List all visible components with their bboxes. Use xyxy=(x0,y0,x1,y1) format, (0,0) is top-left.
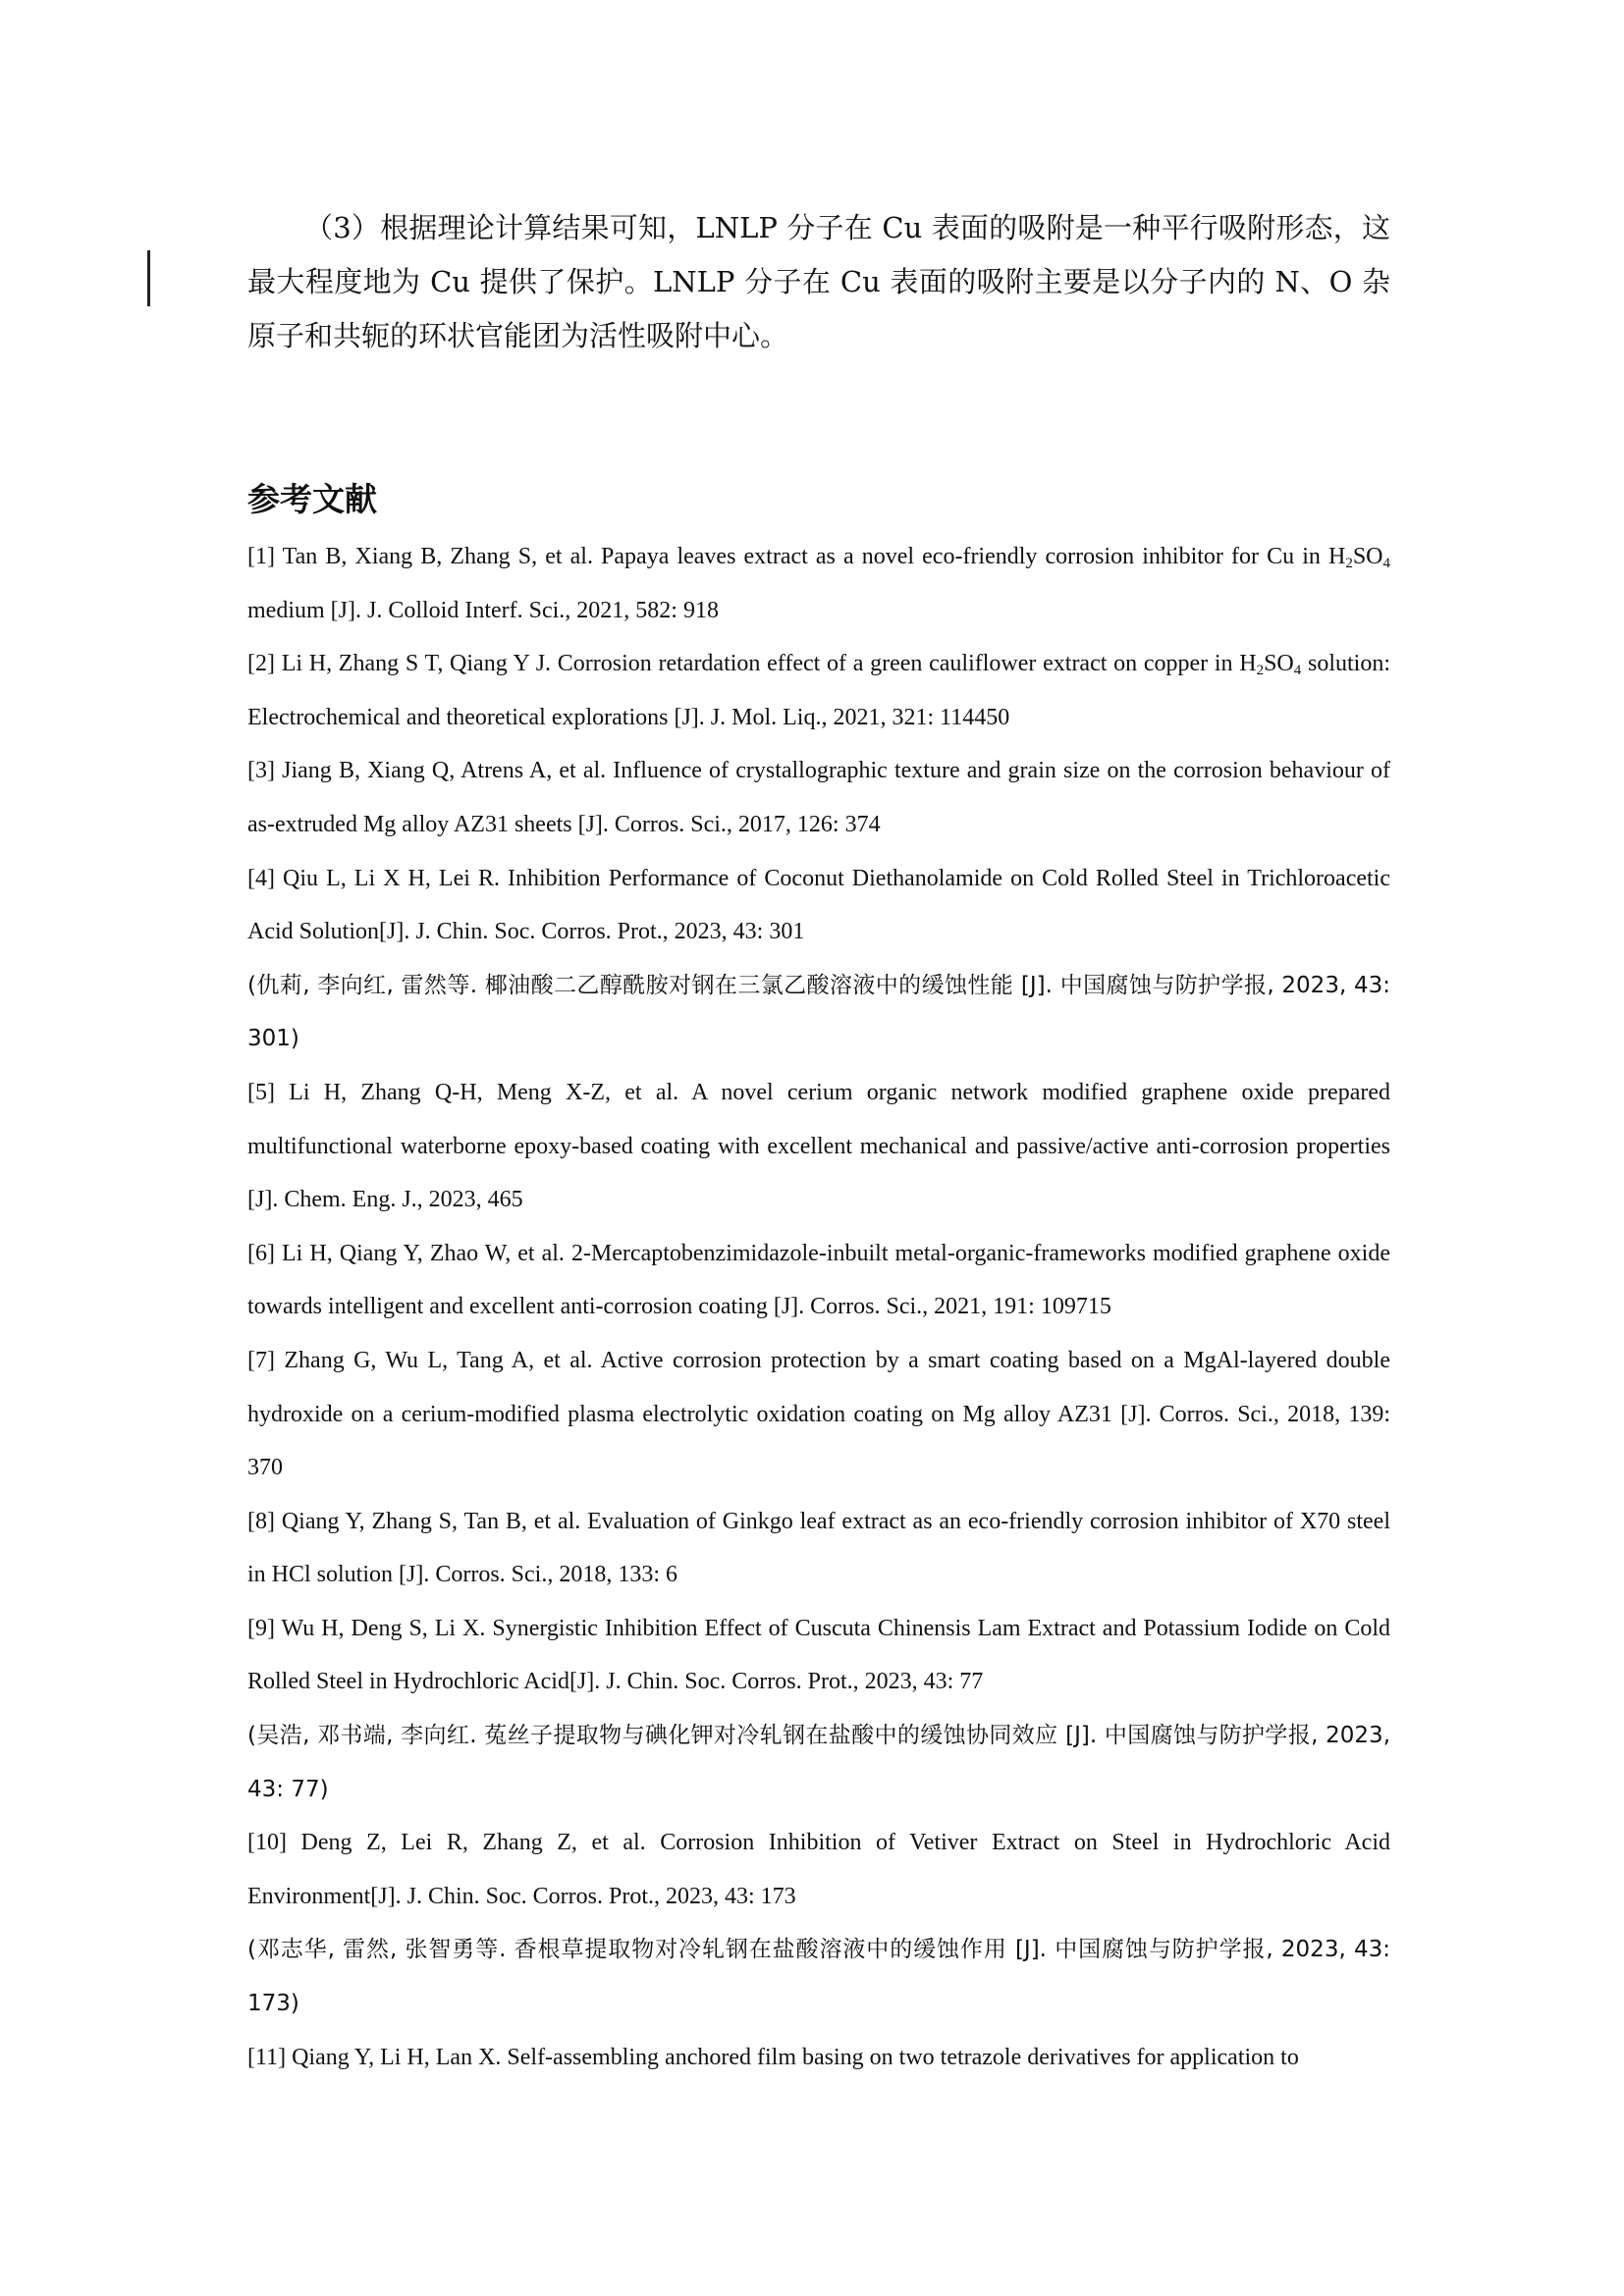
subscript: 4 xyxy=(1293,663,1302,679)
reference-item-chinese: (吴浩, 邓书端, 李向红. 菟丝子提取物与碘化钾对冷轧钢在盐酸中的缓蚀协同效应 [J]. 中国腐蚀与防护学报, 2023, 43: 77) xyxy=(247,1723,1390,1802)
reference-item-chinese: (邓志华, 雷然, 张智勇等. 香根草提取物对冷轧钢在盐酸溶液中的缓蚀作用 [J]. 中国腐蚀与防护学报, 2023, 43: 173) xyxy=(247,1937,1390,2017)
reference-text: solution: Electrochemical and theoretical explorations [J]. J. Mol. Liq., 2021, 321: 114450 xyxy=(247,651,1390,730)
reference-text: SO xyxy=(1352,544,1383,569)
reference-item xyxy=(247,637,1390,744)
reference-text: SO xyxy=(1264,651,1294,677)
revision-change-bar xyxy=(147,250,150,306)
reference-item: [6] Li H, Qiang Y, Zhao W, et al. 2-Mercaptobenzimidazole-inbuilt metal-organic-frameworks modified graphene oxide towards intelligent and excellent anti-corrosion coating [J]. Corros. Sci., 2021, 191: 109715 xyxy=(247,1240,1390,1320)
references-heading: 参考文献 xyxy=(247,480,377,518)
reference-item: [7] Zhang G, Wu L, Tang A, et al. Active corrosion protection by a smart coating based on a MgAl-layered double hydroxide on a cerium-modified plasma electrolytic oxidation coating on Mg alloy AZ31 [J]. Corros. Sci., 2018, 139: 370 xyxy=(247,1347,1390,1481)
reference-item: [9] Wu H, Deng S, Li X. Synergistic Inhibition Effect of Cuscuta Chinensis Lam Extract and Potassium Iodide on Cold Rolled Steel in Hydrochloric Acid[J]. J. Chin. Soc. Corros. Prot., 2023, 43: 77 xyxy=(247,1615,1390,1695)
conclusion-text: （3）根据理论计算结果可知，LNLP 分子在 Cu 表面的吸附是一种平行吸附形态，这最大程度地为 Cu 提供了保护。LNLP 分子在 Cu 表面的吸附主要是以分子内的 N、O 杂原子和共轭的环状官能团为活性吸附中心。 xyxy=(247,211,1390,352)
reference-list xyxy=(247,530,1390,2084)
reference-item: [5] Li H, Zhang Q-H, Meng X-Z, et al. A novel cerium organic network modified graphene oxide prepared multifunctional waterborne epoxy-based coating with excellent mechanical and passive/active anti-corrosion properties [J]. Chem. Eng. J., 2023, 465 xyxy=(247,1079,1390,1213)
subscript: 2 xyxy=(1345,556,1353,571)
reference-item: [4] Qiu L, Li X H, Lei R. Inhibition Performance of Coconut Diethanolamide on Cold Rolled Steel in Trichloroacetic Acid Solution[J]. J. Chin. Soc. Corros. Prot., 2023, 43: 301 xyxy=(247,865,1390,945)
conclusion-paragraph xyxy=(247,201,1390,363)
subscript: 4 xyxy=(1382,556,1390,571)
reference-item: [3] Jiang B, Xiang Q, Atrens A, et al. Influence of crystallographic texture and grain size on the corrosion behaviour of as-extruded Mg alloy AZ31 sheets [J]. Corros. Sci., 2017, 126: 374 xyxy=(247,758,1390,837)
reference-item-chinese: (仇莉, 李向红, 雷然等. 椰油酸二乙醇酰胺对钢在三氯乙酸溶液中的缓蚀性能 [J]. 中国腐蚀与防护学报, 2023, 43: 301) xyxy=(247,972,1390,1052)
reference-item: [8] Qiang Y, Zhang S, Tan B, et al. Evaluation of Ginkgo leaf extract as an eco-friendly corrosion inhibitor of X70 steel in HCl solution [J]. Corros. Sci., 2018, 133: 6 xyxy=(247,1508,1390,1588)
reference-text: medium [J]. J. Colloid Interf. Sci., 2021, 582: 918 xyxy=(247,597,719,623)
reference-text: [2] Li H, Zhang S T, Qiang Y J. Corrosion retardation effect of a green cauliflower extract on copper in H xyxy=(247,651,1257,677)
reference-item: [10] Deng Z, Lei R, Zhang Z, et al. Corrosion Inhibition of Vetiver Extract on Steel in Hydrochloric Acid Environment[J]. J. Chin. Soc. Corros. Prot., 2023, 43: 173 xyxy=(247,1830,1390,1909)
reference-item: [11] Qiang Y, Li H, Lan X. Self-assembling anchored film basing on two tetrazole derivatives for application to xyxy=(247,2044,1299,2070)
reference-item xyxy=(247,530,1390,637)
subscript: 2 xyxy=(1256,663,1265,679)
reference-text: [1] Tan B, Xiang B, Zhang S, et al. Papaya leaves extract as a novel eco-friendly corrosion inhibitor for Cu in H xyxy=(247,544,1346,569)
